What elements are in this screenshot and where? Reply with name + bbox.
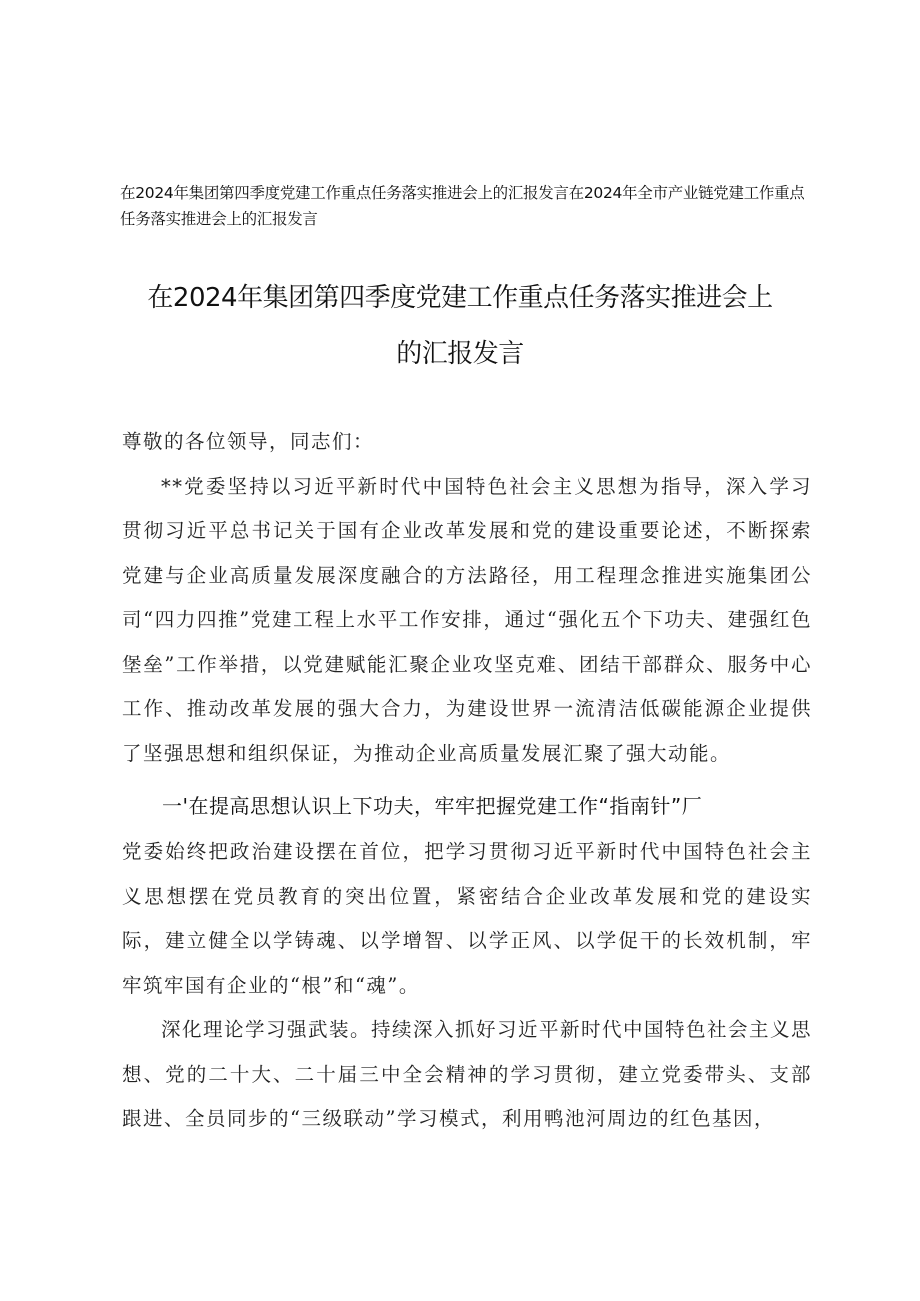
title-line-2: 的汇报发言 <box>396 339 524 369</box>
salutation: 尊敬的各位领导，同志们： <box>122 430 375 453</box>
section-heading-1: 一'在提高思想认识上下功夫，牢牢把握党建工作“指南针”厂 <box>162 794 703 818</box>
document-filename-header: 在2024年集团第四季度党建工作重点任务落实推进会上的汇报发言在2024年全市产业链党建工作重点任务落实推进会上的汇报发言 <box>120 184 805 228</box>
title-line-1: 在2024年集团第四季度党建工作重点任务落实推进会上 <box>147 283 773 313</box>
document-title <box>110 270 810 382</box>
intro-paragraph: **党委坚持以习近平新时代中国特色社会主义思想为指导，深入学习贯彻习近平总书记关于国有企业改革发展和党的建设重要论述，不断探索党建与企业高质量发展深度融合的方法路径，用工程理念推进实施集团公司“四力四推”党建工程上水平工作安排，通过“强化五个下功夫、建强红色堡垒”工作举措，以党建赋能汇聚企业攻坚克难、团结干部群众、服务中心工作、推动改革发展的强大合力，为建设世界一流清洁低碳能源企业提供了坚强思想和组织保证，为推动企业高质量发展汇聚了强大动能。 <box>122 474 812 765</box>
section-1-paragraph: 党委始终把政治建设摆在首位，把学习贯彻习近平新时代中国特色社会主义思想摆在党员教育的突出位置，紧密结合企业改革发展和党的建设实际，建立健全以学铸魂、以学增智、以学正风、以学促干的长效机制，牢牢筑牢国有企业的“根”和“魂”。 <box>122 840 812 997</box>
document-body <box>122 420 812 1142</box>
section-1-sub-paragraph: 深化理论学习强武装。持续深入抓好习近平新时代中国特色社会主义思想、党的二十大、二十届三中全会精神的学习贯彻，建立党委带头、支部跟进、全员同步的“三级联动”学习模式，利用鸭池河周边的红色基因， <box>122 1018 813 1130</box>
